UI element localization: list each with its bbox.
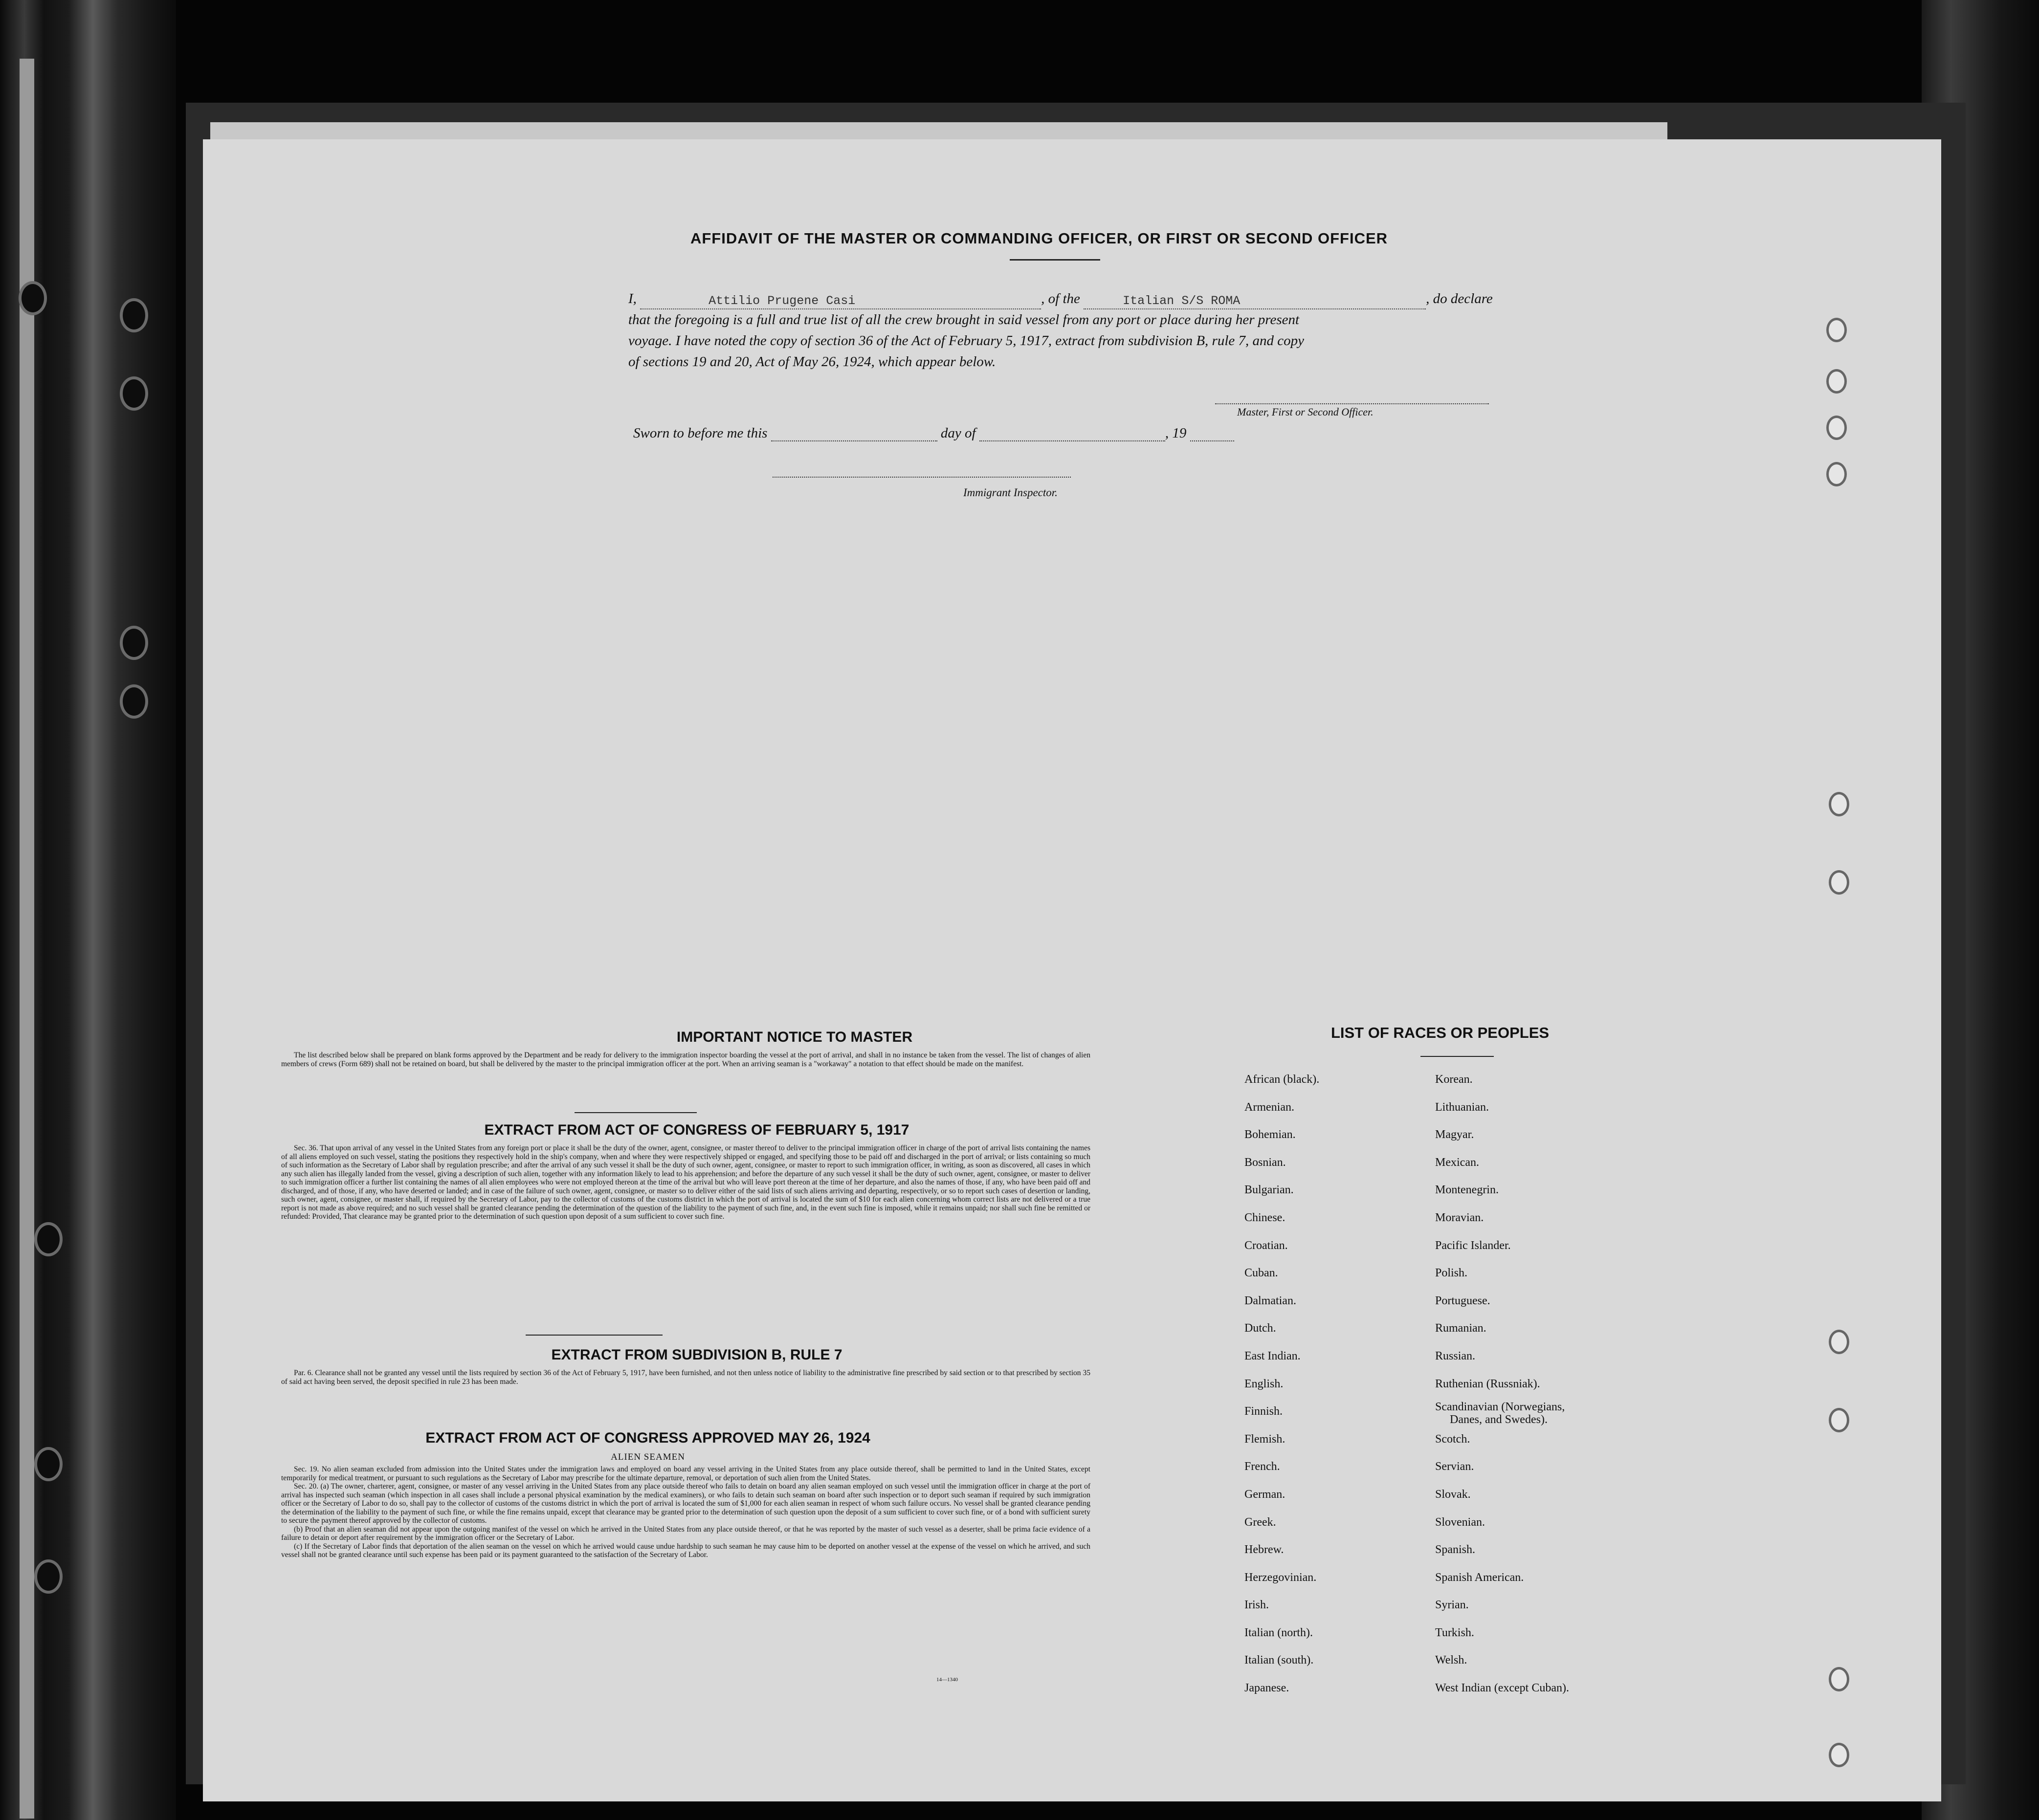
binder-hole [120, 298, 148, 332]
binder-hole [34, 1559, 63, 1594]
form-number: 14—1340 [936, 1677, 958, 1683]
sec20c-paragraph: (c) If the Secretary of Labor finds that deportation of the alien seaman on the vessel on which he arrived would cause undue hardship to such seaman he may cause him to be deported on another vessel at the expense of the vessel on which he arrived, and such vessel shall not be granted clearance until such expense has been paid or its payment guaranteed to the satisfaction of the Secretary of Labor. [281, 1542, 1090, 1559]
binder-hole [34, 1222, 63, 1256]
sec36-paragraph: Sec. 36. That upon arrival of any vessel in the United States from any foreign port or place it shall be the duty of the owner, agent, consignee, or master thereof to deliver to the principal immigration officer in charge of the port of arrival lists containing the names of all aliens employed on such vessel, stating the positions they respectively hold in the ship's company, when and where they were respectively shipped or engaged, and specifying those to be paid off and discharged in the port of arrival; or lists containing so much of such information as the Secretary of Labor shall by regulation prescribe; and after the arrival of any such vessel it shall be the duty of such owner, agent, consignee, or master to report to such immigration officer, in writing, as soon as discovered, all cases in which any such alien has illegally landed from the vessel, giving a description of such alien, together with any information likely to lead to his apprehension; and before the departure of any such vessel it shall be the duty of such owner, agent, consignee, or master to deliver to such immigration officer a further list containing the names of all alien employees who were not employed thereon at the time of the arrival but who will leave port thereon at the time of her departure, and also the names of those, if any, who have been paid off and discharged, and of those, if any, who have deserted or landed; and in case of the failure of such owner, agent, consignee, or master so to deliver either of the said lists of such aliens arriving and departing, respectively, or so to report such cases of desertion or landing, such owner, agent, consignee, or master shall, if required by the Secretary of Labor, pay to the collector of customs of the customs district in which the port of arrival is located the sum of $10 for each alien concerning whom correct lists are not delivered or a true report is not made as above required; and no such vessel shall be granted clearance pending the determination of the question of the liability to the payment of such fine, and, in the event such fine is imposed, while it remains unpaid; nor shall such fine be remitted or refunded: Provided, That clearance may be granted prior to the determination of such question upon deposit of a sum sufficient to cover such fine. [281, 1144, 1090, 1221]
vessel-name-field: Italian S/S ROMA [1084, 294, 1426, 309]
race-item: German. [1244, 1488, 1285, 1501]
notice-paragraph: The list described below shall be prepared on blank forms approved by the Department and be ready for delivery to the immigration inspector boarding the vessel at the port of arrival, and shall in no instance be taken from the vessel. The list of changes of alien members of crews (Form 689) shall not be retained on board, but shall be delivered by the master to the principal immigration officer at the port. When an arriving seaman is a "workaway" a notation to that effect should be made on the manifest. [281, 1051, 1090, 1068]
affidavit-line-3: voyage. I have noted the copy of section 36 of the Act of February 5, 1917, extract from subdivision B, rule 7, and copy [628, 333, 1305, 349]
race-item: Bosnian. [1244, 1156, 1286, 1169]
sec19-paragraph: Sec. 19. No alien seaman excluded from admission into the United States under the immigration laws and employed on board any vessel arriving in the United States from any place outside thereof, shall be permitted to land in the United States, except temporarily for medical treatment, or pursuant to such regulations as the Secretary of Labor may prescribe for the ultimate departure, removal, or deportation of such alien from the United States. [281, 1465, 1090, 1482]
race-item: Scotch. [1435, 1432, 1470, 1446]
master-label: Master, First or Second Officer. [1237, 406, 1374, 418]
punch-hole [1826, 369, 1847, 394]
race-item: Servian. [1435, 1460, 1474, 1473]
race-item: Dutch. [1244, 1322, 1276, 1335]
race-item: East Indian. [1244, 1349, 1301, 1362]
race-item: Japanese. [1244, 1682, 1289, 1695]
punch-hole [1826, 318, 1847, 342]
race-item: Korean. [1435, 1073, 1473, 1086]
race-item: Flemish. [1244, 1432, 1285, 1446]
rule7-text [281, 1369, 1090, 1386]
officer-name-field: Attilio Prugene Casi [640, 294, 1041, 309]
race-item: Welsh. [1435, 1654, 1467, 1667]
races-column-2 [1435, 1066, 1689, 1702]
affidavit-line-2: that the foregoing is a full and true list of all the crew brought in said vessel from any port or place during her present [628, 312, 1300, 328]
punch-hole [1829, 1330, 1849, 1354]
binder-hole [19, 281, 47, 315]
race-item-continuation: Danes, and Swedes). [1450, 1413, 1548, 1426]
affidavit-page [203, 139, 1941, 1801]
race-item: Hebrew. [1244, 1543, 1284, 1557]
race-item: Bohemian. [1244, 1128, 1296, 1141]
rule7-heading: EXTRACT FROM SUBDIVISION B, RULE 7 [551, 1347, 842, 1363]
master-signature-line [1215, 403, 1489, 404]
sec20b-paragraph: (b) Proof that an alien seaman did not appear upon the outgoing manifest of the vessel on which he arrived in the United States from any place outside thereof, or that he was reported by the master of such vessel as a deserter, shall be prima facie evidence of a failure to detain or deport after requirement by the immigration officer or the Secretary of Labor. [281, 1525, 1090, 1542]
race-item: Spanish American. [1435, 1571, 1524, 1584]
race-item: Dalmatian. [1244, 1294, 1296, 1307]
race-item: Slovenian. [1435, 1515, 1485, 1529]
notice-text [281, 1051, 1090, 1068]
race-item: Finnish. [1244, 1405, 1283, 1418]
binder-hole [120, 376, 148, 411]
race-item: Mexican. [1435, 1156, 1479, 1169]
race-item: Polish. [1435, 1267, 1468, 1280]
race-item: French. [1244, 1460, 1280, 1473]
race-item: Turkish. [1435, 1626, 1474, 1639]
affidavit-declare: , do declare [1426, 291, 1493, 307]
punch-hole [1829, 1743, 1849, 1767]
title-rule [1010, 259, 1100, 261]
races-heading: LIST OF RACES OR PEOPLES [1330, 1024, 1550, 1041]
race-item: Italian (south). [1244, 1654, 1314, 1667]
race-item: African (black). [1244, 1073, 1320, 1086]
notice-heading: IMPORTANT NOTICE TO MASTER [676, 1029, 913, 1045]
race-item: Cuban. [1244, 1267, 1278, 1280]
punch-hole [1826, 462, 1847, 486]
binder-hole [120, 684, 148, 719]
section-rule [575, 1112, 697, 1113]
affidavit-line-4: of sections 19 and 20, Act of May 26, 1924, which appear below. [628, 354, 996, 370]
race-item: Montenegrin. [1435, 1184, 1499, 1197]
sworn-year-blank [1190, 430, 1234, 441]
race-item: Scandinavian (Norwegians, [1435, 1401, 1565, 1414]
punch-hole [1829, 1667, 1849, 1691]
races-rule [1420, 1056, 1494, 1057]
sworn-line [633, 425, 1513, 441]
punch-hole [1829, 870, 1849, 895]
race-item: Syrian. [1435, 1599, 1469, 1612]
race-item: Irish. [1244, 1599, 1269, 1612]
races-column-1 [1244, 1066, 1430, 1702]
race-item: Moravian. [1435, 1211, 1484, 1224]
race-item: West Indian (except Cuban). [1435, 1682, 1569, 1695]
sworn-day-blank [771, 430, 937, 441]
affidavit-title: AFFIDAVIT OF THE MASTER OR COMMANDING OFFICER, OR FIRST OR SECOND OFFICER [690, 230, 1388, 247]
punch-hole [1829, 1408, 1849, 1432]
race-item: Pacific Islander. [1435, 1239, 1511, 1252]
race-item: Croatian. [1244, 1239, 1288, 1252]
binder-hole [120, 626, 148, 660]
extract-1917-heading: EXTRACT FROM ACT OF CONGRESS OF FEBRUARY 5, 1917 [484, 1122, 909, 1138]
race-item: Italian (north). [1244, 1626, 1313, 1639]
punch-hole [1826, 416, 1847, 440]
race-item: Russian. [1435, 1349, 1476, 1362]
extract-1917-text [281, 1144, 1090, 1221]
extract-1924-text [281, 1465, 1090, 1559]
affidavit-of-the: , of the [1041, 291, 1080, 307]
race-item: Bulgarian. [1244, 1184, 1294, 1197]
race-item: Ruthenian (Russniak). [1435, 1377, 1540, 1390]
section-rule [526, 1335, 663, 1336]
sworn-year: , 19 [1165, 425, 1187, 441]
race-item: Rumanian. [1435, 1322, 1486, 1335]
sec20a-paragraph: Sec. 20. (a) The owner, charterer, agent, consignee, or master of any vessel arriving in the United States from any place outside thereof who fails to detain on board any alien seaman employed on such vessel until the immigration officer in charge at the port of arrival has inspected such seaman (which inspection in all cases shall include a personal physical examination by the medical examiners), or who fails to detain such seaman on board after such inspection or to deport such seaman if required by such immigration officer or the Secretary of Labor to do so, shall pay to the collector of customs of the customs district in which the port of arrival is located the sum of $1,000 for each alien seaman in respect of whom such failure occurs. No vessel shall be granted clearance pending the determination of the liability to the payment of such fine, or while the fine remains unpaid, except that clearance may be granted prior to the determination of such question upon the deposit of a sum sufficient to cover such fine, or of a bond with sufficient surety to secure the payment thereof approved by the collector of customs. [281, 1482, 1090, 1525]
sworn-text: Sworn to before me this [633, 425, 768, 441]
extract-1924-heading: EXTRACT FROM ACT OF CONGRESS APPROVED MAY 26, 1924 [425, 1430, 870, 1446]
race-item: Herzegovinian. [1244, 1571, 1317, 1584]
race-item: Greek. [1244, 1515, 1276, 1529]
sworn-day-of: day of [940, 425, 976, 441]
inspector-label: Immigrant Inspector. [963, 486, 1058, 499]
race-item: Chinese. [1244, 1211, 1285, 1224]
binder-hole [34, 1447, 63, 1481]
race-item: Magyar. [1435, 1128, 1474, 1141]
binder-strip [20, 59, 34, 1819]
race-item: Slovak. [1435, 1488, 1471, 1501]
race-item: English. [1244, 1377, 1284, 1390]
par6-paragraph: Par. 6. Clearance shall not be granted any vessel until the lists required by section 36 of the Act of February 5, 1917, have been furnished, and not then unless notice of liability to the administrative fine prescribed by said section or to that prescribed by section 35 of said act having been served, the deposit specified in rule 23 has been made. [281, 1369, 1090, 1386]
sworn-month-blank [979, 430, 1165, 441]
punch-hole [1829, 792, 1849, 816]
inspector-signature-line [773, 477, 1071, 478]
affidavit-text [628, 288, 1753, 373]
race-item-scandinavian [1435, 1398, 1689, 1425]
race-item: Spanish. [1435, 1543, 1476, 1557]
race-item: Lithuanian. [1435, 1100, 1489, 1114]
affidavit-i: I, [628, 291, 637, 307]
race-item: Armenian. [1244, 1100, 1294, 1114]
race-item: Portuguese. [1435, 1294, 1490, 1307]
alien-seamen-subheading: ALIEN SEAMEN [611, 1452, 685, 1462]
